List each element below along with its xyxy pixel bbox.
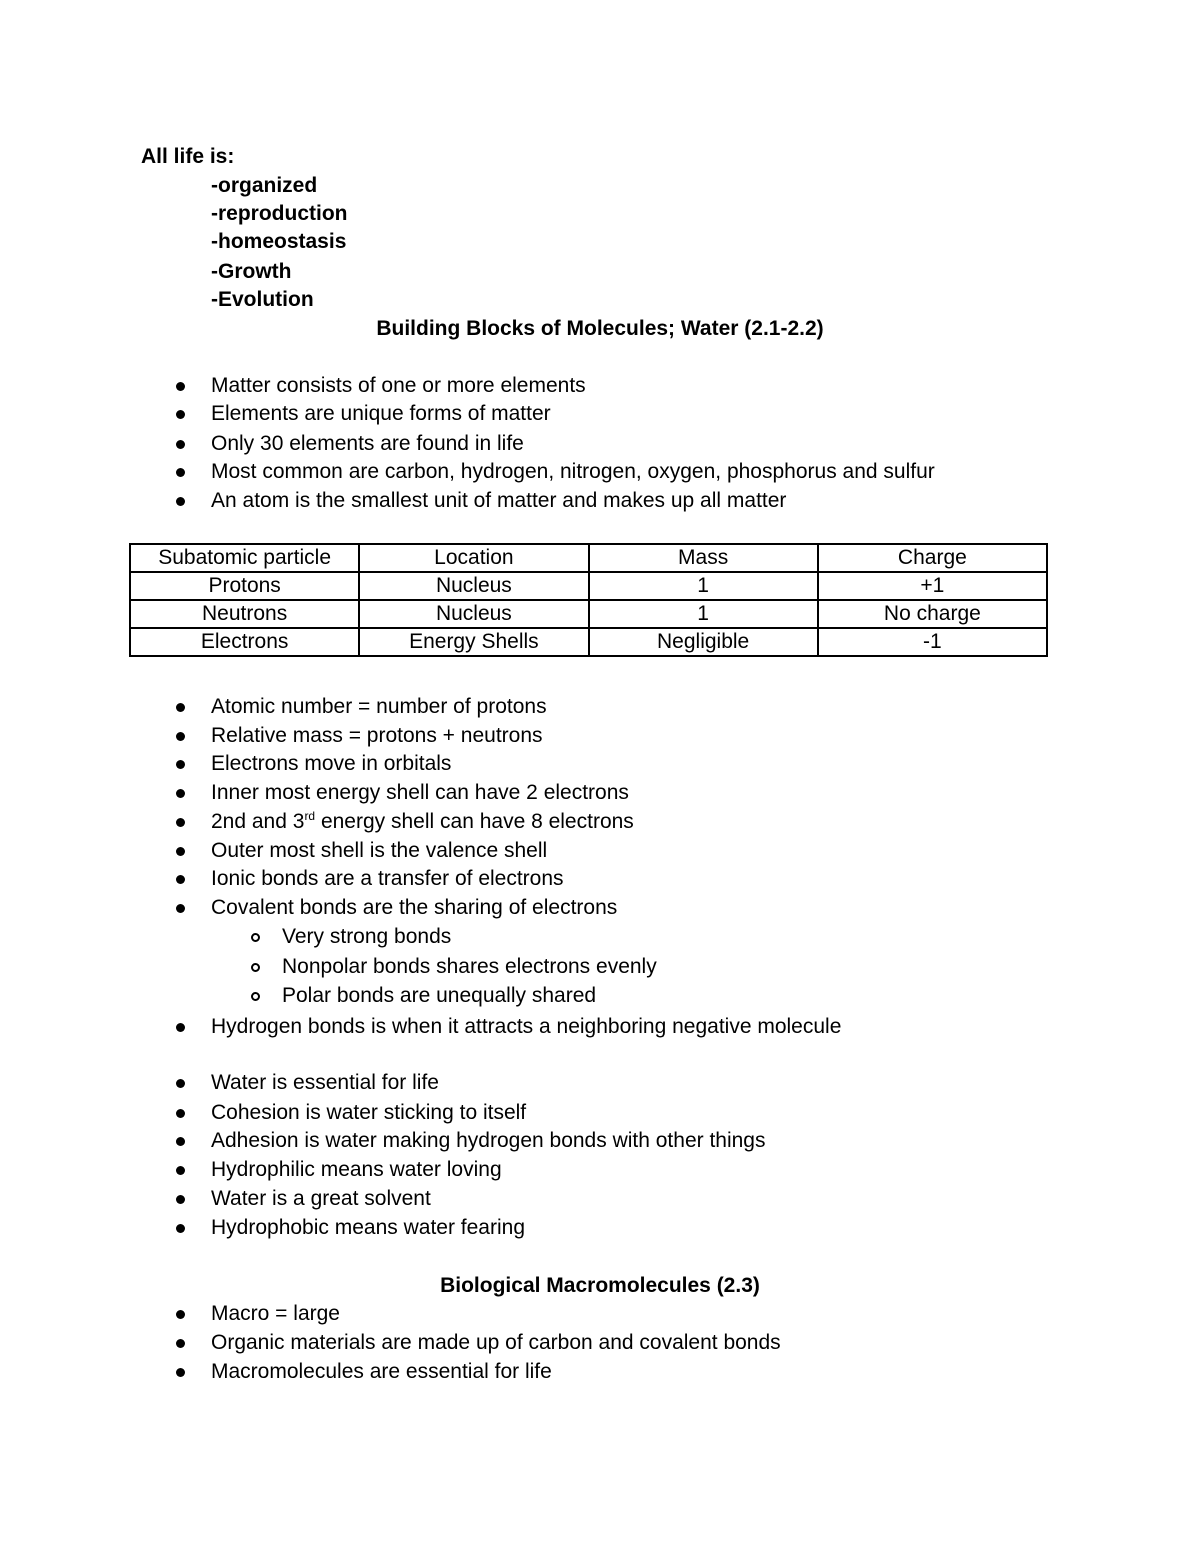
sub-list-item: Polar bonds are unequally shared xyxy=(282,984,597,1007)
list-item: Hydrophobic means water fearing xyxy=(211,1216,525,1239)
bullet-ring xyxy=(240,982,270,1010)
bullet-dot xyxy=(165,779,195,807)
table-row xyxy=(130,572,1047,600)
list-item: Cohesion is water sticking to itself xyxy=(211,1101,527,1124)
list-item: Macro = large xyxy=(211,1302,340,1325)
list-item: Hydrogen bonds is when it attracts a neighboring negative molecule xyxy=(211,1015,842,1038)
bullet-ring xyxy=(240,953,270,981)
list-item: Macromolecules are essential for life xyxy=(211,1360,552,1383)
bullet-dot xyxy=(165,894,195,922)
list-item: Covalent bonds are the sharing of electrons xyxy=(211,896,618,919)
table-header-row xyxy=(130,544,1047,572)
list-item: Atomic number = number of protons xyxy=(211,695,547,718)
table-cell: Neutrons xyxy=(130,600,359,628)
intro-item: -reproduction xyxy=(211,202,348,225)
sub-list-item: Very strong bonds xyxy=(282,925,452,948)
bullet-dot xyxy=(165,1127,195,1155)
bullet-dot xyxy=(165,1069,195,1097)
list-item: Elements are unique forms of matter xyxy=(211,402,551,425)
table-cell: 1 xyxy=(589,600,818,628)
bullet-dot xyxy=(165,693,195,721)
bullet-dot xyxy=(165,400,195,428)
list-item: Matter consists of one or more elements xyxy=(211,374,586,397)
section-title-macromolecules: Biological Macromolecules (2.3) xyxy=(440,1274,760,1297)
list-item: Water is a great solvent xyxy=(211,1187,431,1210)
list-item: Ionic bonds are a transfer of electrons xyxy=(211,867,564,890)
table-cell: -1 xyxy=(818,628,1047,656)
subatomic-particles-table xyxy=(129,543,1048,657)
list-item: Relative mass = protons + neutrons xyxy=(211,724,543,747)
shell-text-superscript: rd xyxy=(304,809,316,823)
intro-item: -organized xyxy=(211,174,318,197)
bullet-dot xyxy=(165,865,195,893)
list-item-energy-shells xyxy=(211,808,634,836)
bullet-ring xyxy=(240,923,270,951)
bullet-dot xyxy=(165,837,195,865)
shell-text-post: energy shell can have 8 electrons xyxy=(315,810,634,833)
table-cell: Protons xyxy=(130,572,359,600)
bullet-dot xyxy=(165,1214,195,1242)
table-row xyxy=(130,600,1047,628)
bullet-dot xyxy=(165,1099,195,1127)
list-item: Organic materials are made up of carbon and covalent bonds xyxy=(211,1331,781,1354)
intro-item: -Growth xyxy=(211,260,292,283)
table-cell: No charge xyxy=(818,600,1047,628)
intro-item: -Evolution xyxy=(211,288,314,311)
table-cell: Energy Shells xyxy=(359,628,588,656)
bullet-dot xyxy=(165,430,195,458)
table-cell: Nucleus xyxy=(359,572,588,600)
bullet-dot xyxy=(165,808,195,836)
bullet-dot xyxy=(165,1329,195,1357)
shell-text-pre: 2nd and 3 xyxy=(211,810,305,833)
sub-list-item: Nonpolar bonds shares electrons evenly xyxy=(282,955,657,978)
table-cell: Negligible xyxy=(589,628,818,656)
list-item: An atom is the smallest unit of matter and makes up all matter xyxy=(211,489,787,512)
intro-item: -homeostasis xyxy=(211,230,347,253)
bullet-dot xyxy=(165,750,195,778)
table-cell: Nucleus xyxy=(359,600,588,628)
list-item: Most common are carbon, hydrogen, nitrogen, oxygen, phosphorus and sulfur xyxy=(211,460,935,483)
table-cell: +1 xyxy=(818,572,1047,600)
table-header-cell: Charge xyxy=(818,544,1047,572)
bullet-dot xyxy=(165,487,195,515)
list-item: Outer most shell is the valence shell xyxy=(211,839,548,862)
section-title-building-blocks: Building Blocks of Molecules; Water (2.1-2.2) xyxy=(376,317,824,340)
list-item: Inner most energy shell can have 2 electrons xyxy=(211,781,629,804)
bullet-dot xyxy=(165,458,195,486)
table-cell: 1 xyxy=(589,572,818,600)
table-header-cell: Subatomic particle xyxy=(130,544,359,572)
table-cell: Electrons xyxy=(130,628,359,656)
bullet-dot xyxy=(165,1358,195,1386)
bullet-dot xyxy=(165,1185,195,1213)
list-item: Adhesion is water making hydrogen bonds with other things xyxy=(211,1129,766,1152)
table-row xyxy=(130,628,1047,656)
list-item: Water is essential for life xyxy=(211,1071,439,1094)
bullet-dot xyxy=(165,1013,195,1041)
table-header-cell: Location xyxy=(359,544,588,572)
table-header-cell: Mass xyxy=(589,544,818,572)
list-item: Only 30 elements are found in life xyxy=(211,432,524,455)
bullet-dot xyxy=(165,1156,195,1184)
list-item: Electrons move in orbitals xyxy=(211,752,452,775)
list-item: Hydrophilic means water loving xyxy=(211,1158,502,1181)
bullet-dot xyxy=(165,372,195,400)
bullet-dot xyxy=(165,1300,195,1328)
bullet-dot xyxy=(165,722,195,750)
intro-heading: All life is: xyxy=(141,145,235,168)
